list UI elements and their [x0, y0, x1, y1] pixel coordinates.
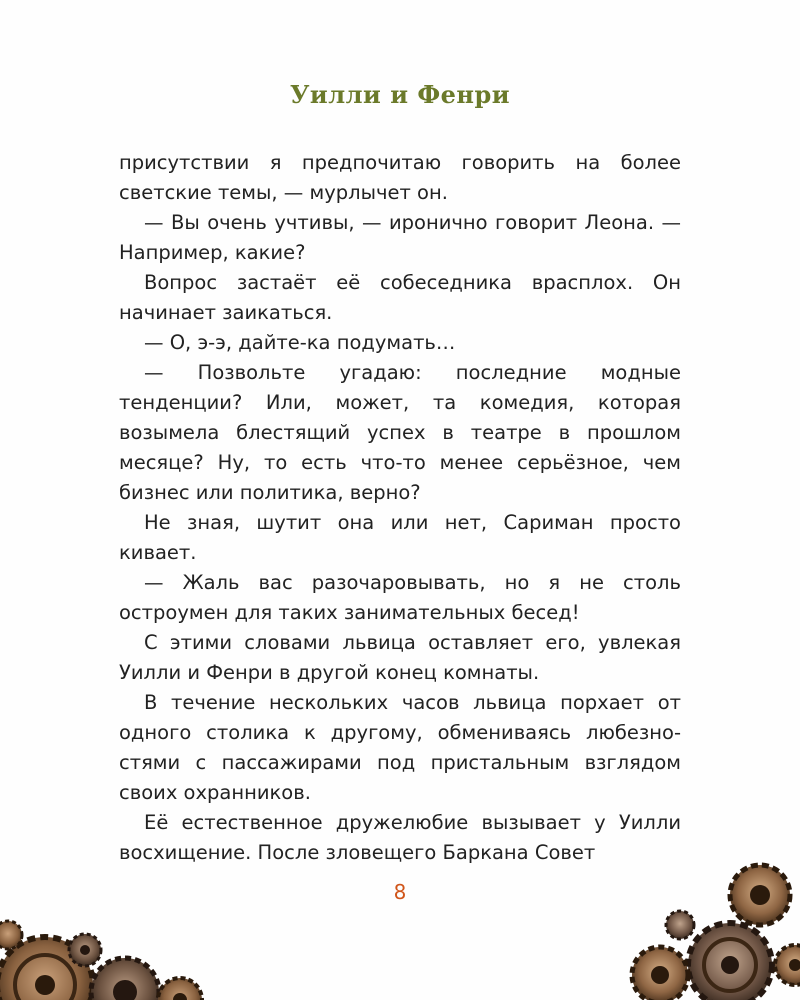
page-number: 8: [393, 880, 407, 904]
running-header-title: Уилли и Фенри: [289, 80, 511, 109]
body-text: [119, 148, 681, 868]
gears-icon: [610, 850, 800, 1000]
paragraph-4: — О, э-э, дайте-ка подумать…: [144, 331, 456, 354]
paragraph-2: — Вы очень учтивы, — иронично говорит Леона. — Например, какие?: [119, 211, 681, 264]
paragraph-3: Вопрос застаёт её собеседника врасплох. Он начинает заикаться.: [119, 271, 681, 324]
paragraph-9: В течение нескольких часов львица порхает от одного столика к другому, обмениваясь любезностями с пассажирами под пристальным взглядом своих охранников.: [119, 691, 681, 804]
paragraph-8: С этими словами львица оставляет его, увлекая Уилли и Фенри в другой конец комнаты.: [119, 631, 681, 684]
paragraph-10: Её естественное дружелюбие вызывает у Уилли восхищение. После зловещего Баркана Совет: [119, 811, 681, 864]
paragraph-5: — Позвольте угадаю: последние модные тенденции? Или, может, та комедия, которая возымела блестящий успех в театре в прошлом месяце? Ну, то есть что-то менее серьёзное, чем бизнес или политика, верно?: [119, 361, 681, 504]
paragraph-7: — Жаль вас разочаровывать, но я не столь остроумен для таких занимательных бесед!: [119, 571, 681, 624]
paragraph-6: Не зная, шутит она или нет, Сариман просто кивает.: [119, 511, 681, 564]
paragraph-1: присутствии я предпочитаю говорить на более светские темы, — мурлычет он.: [119, 151, 681, 204]
gears-icon: [0, 880, 210, 1000]
